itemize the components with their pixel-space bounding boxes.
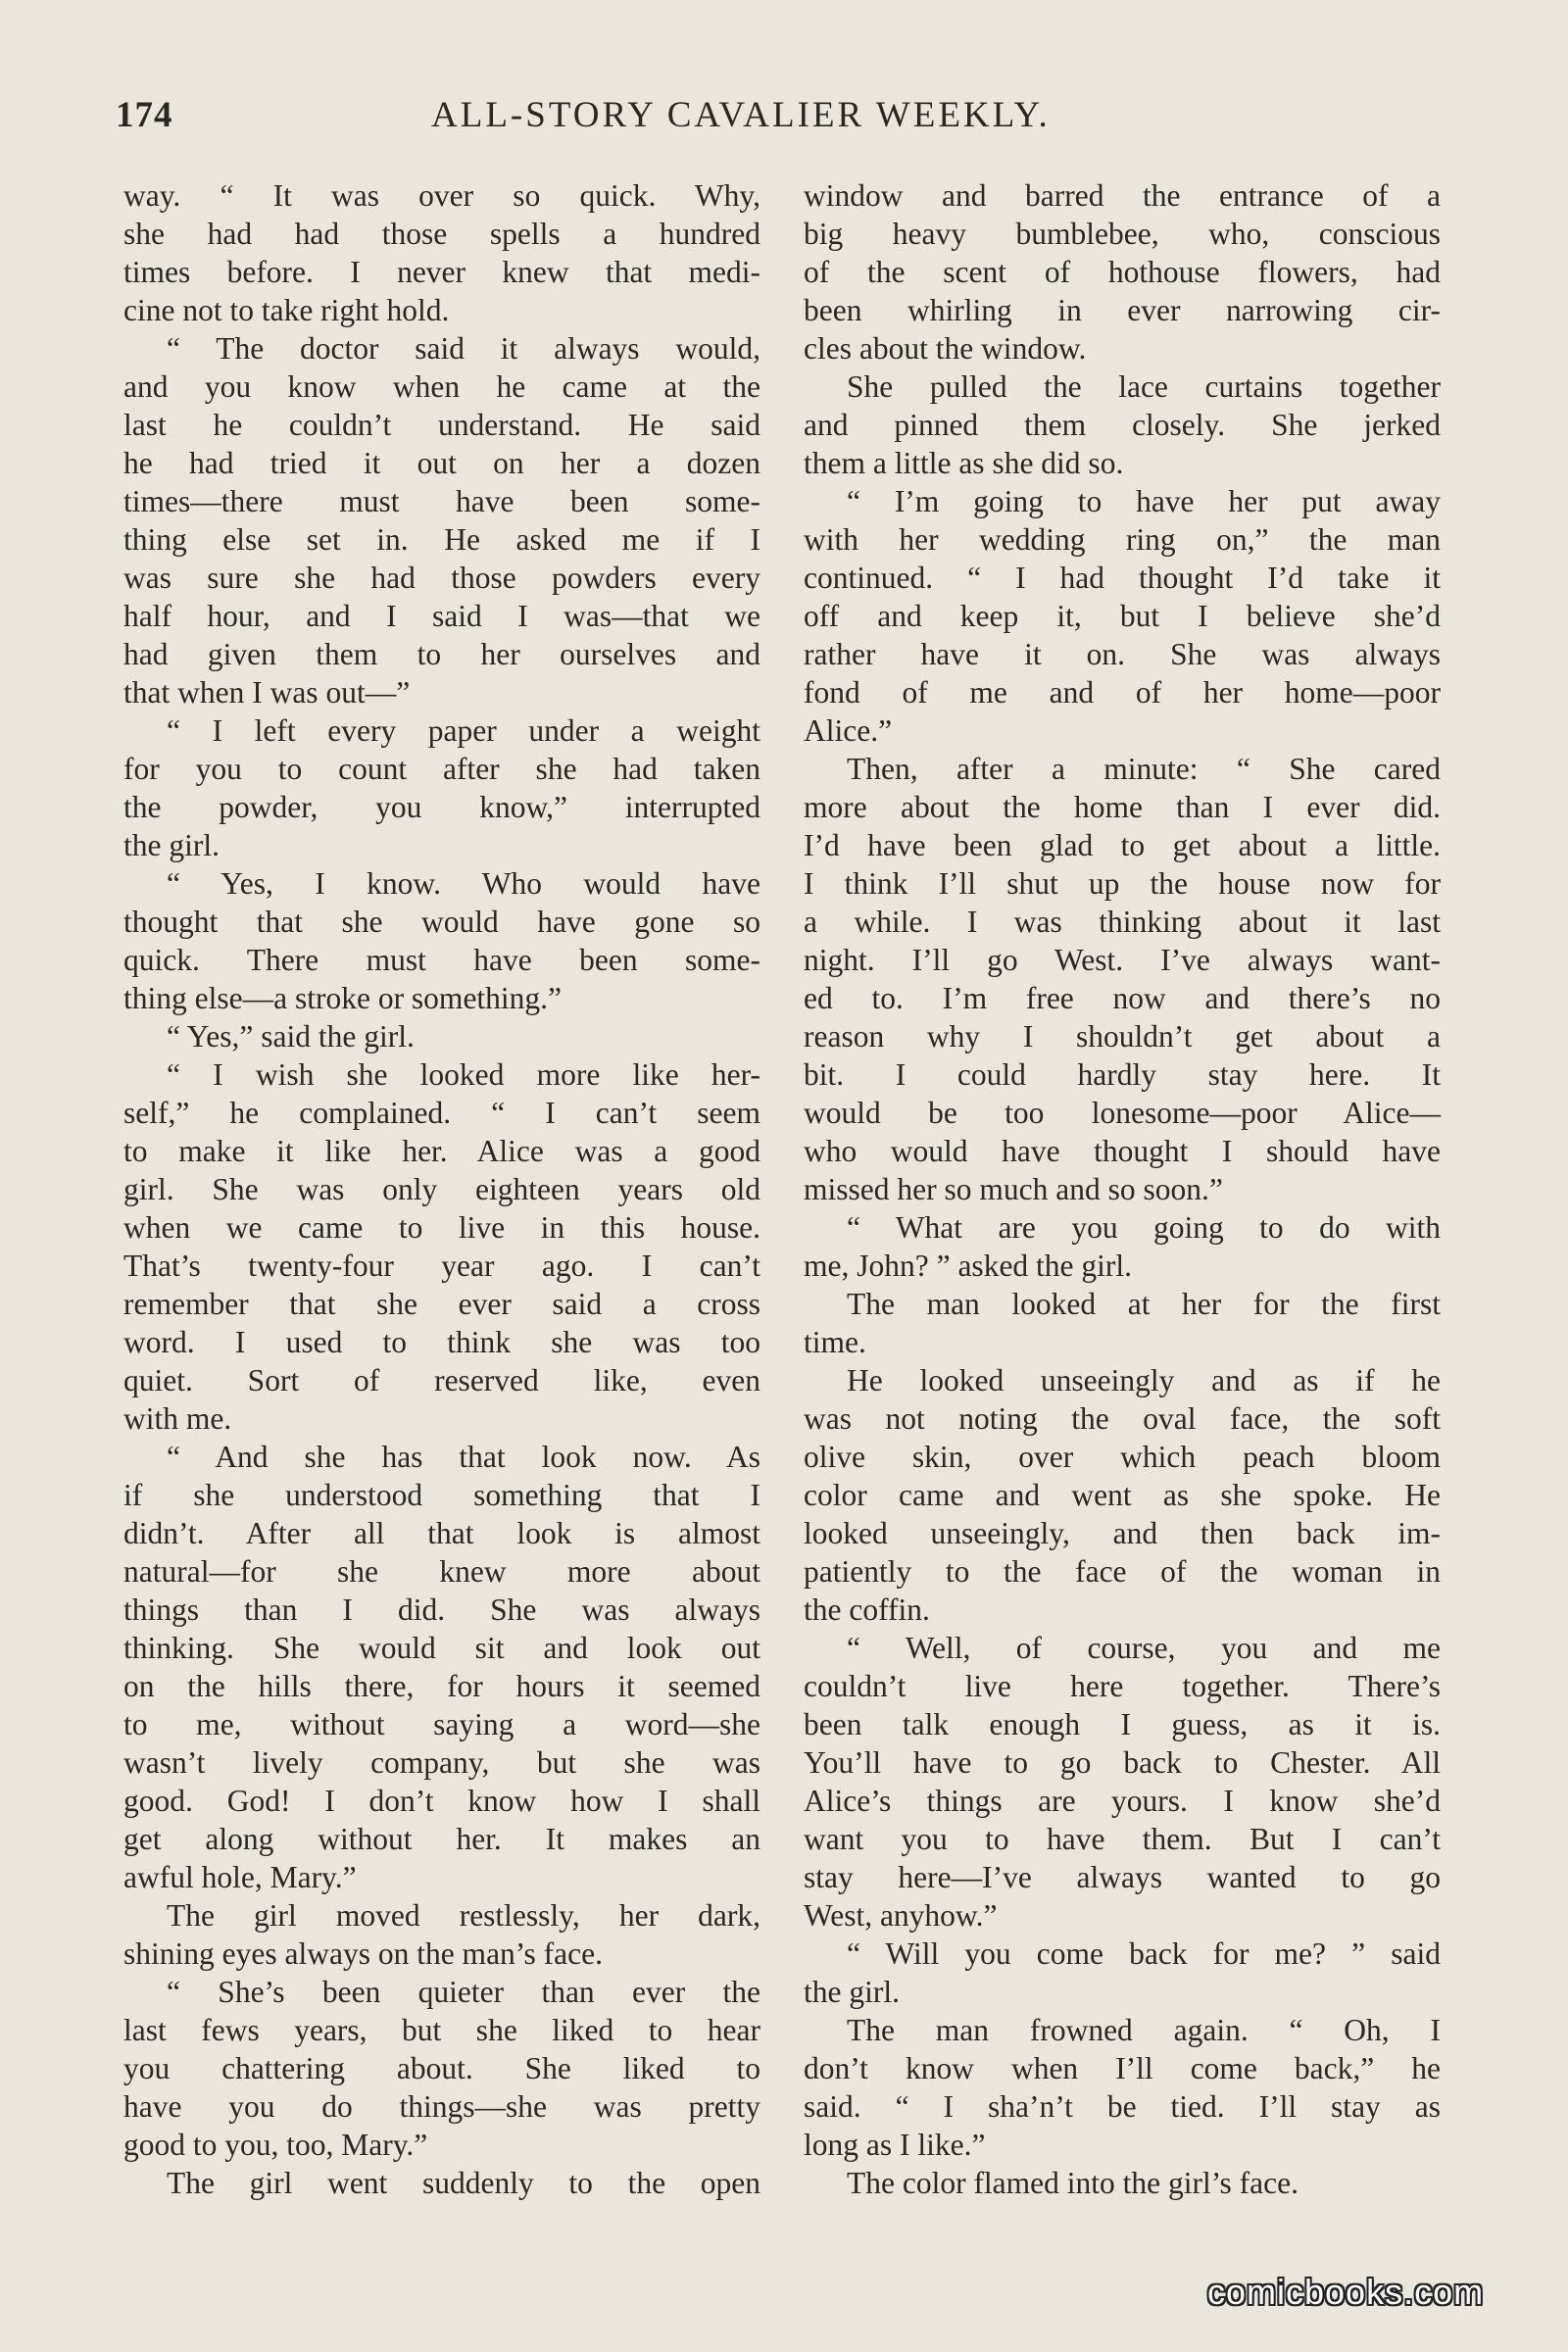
text-line: color came and went as she spoke. He: [804, 1478, 1441, 1512]
text-line: time.: [804, 1325, 866, 1359]
text-line: on the hills there, for hours it seemed: [123, 1669, 760, 1703]
text-line: remember that she ever said a cross: [123, 1287, 760, 1321]
text-line: of the scent of hothouse flowers, had: [804, 255, 1441, 289]
page-header: [116, 94, 1450, 143]
text-line: “ She’s been quieter than ever the: [167, 1975, 760, 2009]
text-line: cles about the window.: [804, 331, 1087, 366]
text-line: He looked unseeingly and as if he: [847, 1363, 1441, 1397]
left-text-column: [123, 176, 760, 2202]
text-line: had given them to her ourselves and: [123, 637, 760, 671]
text-line: couldn’t live here together. There’s: [804, 1669, 1441, 1703]
watermark: comicbooks.com: [1207, 2272, 1485, 2312]
text-line: stay here—I’ve always wanted to go: [804, 1860, 1441, 1894]
text-line: been whirling in ever narrowing cir-: [804, 293, 1441, 327]
text-line: ed to. I’m free now and there’s no: [804, 981, 1441, 1015]
text-line: thing else—a stroke or something.”: [123, 981, 563, 1015]
text-line: thought that she would have gone so: [123, 905, 760, 939]
text-line: She pulled the lace curtains together: [847, 369, 1441, 404]
text-line: long as I like.”: [804, 2128, 986, 2162]
text-line: thinking. She would sit and look out: [123, 1631, 760, 1665]
text-line: the powder, you know,” interrupted: [123, 790, 760, 824]
text-line: off and keep it, but I believe she’d: [804, 599, 1441, 633]
text-line: “ The doctor said it always would,: [167, 331, 760, 366]
text-line: don’t know when I’ll come back,” he: [804, 2051, 1441, 2085]
text-line: word. I used to think she was too: [123, 1325, 760, 1359]
text-line: Alice’s things are yours. I know she’d: [804, 1784, 1441, 1818]
text-line: wasn’t lively company, but she was: [123, 1745, 760, 1780]
text-line: half hour, and I said I was—that we: [123, 599, 760, 633]
page-number: 174: [116, 95, 173, 135]
text-line: The man looked at her for the first: [847, 1287, 1441, 1321]
text-line: times before. I never knew that medi-: [123, 255, 760, 289]
text-line: them a little as she did so.: [804, 446, 1124, 480]
text-line: “ Yes,” said the girl.: [167, 1019, 415, 1054]
text-line: for you to count after she had taken: [123, 752, 760, 786]
text-line: “ I wish she looked more like her-: [167, 1057, 760, 1092]
text-line: patiently to the face of the woman in: [804, 1554, 1441, 1589]
text-line: bit. I could hardly stay here. It: [804, 1057, 1441, 1092]
text-line: the girl.: [123, 828, 220, 862]
text-line: that when I was out—”: [123, 675, 411, 710]
text-line: said. “ I sha’n’t be tied. I’ll stay as: [804, 2089, 1441, 2124]
text-line: big heavy bumblebee, who, conscious: [804, 217, 1441, 251]
text-line: the girl.: [804, 1975, 900, 2009]
text-line: good to you, too, Mary.”: [123, 2128, 428, 2162]
text-line: and pinned them closely. She jerked: [804, 408, 1441, 442]
text-line: was not noting the oval face, the soft: [804, 1401, 1441, 1436]
text-line: natural—for she knew more about: [123, 1554, 760, 1589]
text-line: get along without her. It makes an: [123, 1822, 760, 1856]
text-line: with her wedding ring on,” the man: [804, 522, 1441, 557]
text-line: awful hole, Mary.”: [123, 1860, 357, 1894]
text-line: “ I’m going to have her put away: [847, 484, 1441, 518]
text-line: more about the home than I ever did.: [804, 790, 1441, 824]
text-line: “ I left every paper under a weight: [167, 713, 760, 748]
text-line: “ Well, of course, you and me: [847, 1631, 1441, 1665]
text-line: who would have thought I should have: [804, 1134, 1441, 1168]
text-line: times—there must have been some-: [123, 484, 760, 518]
text-line: The girl moved restlessly, her dark,: [167, 1898, 760, 1933]
text-line: night. I’ll go West. I’ve always want-: [804, 943, 1441, 977]
text-line: window and barred the entrance of a: [804, 178, 1441, 213]
text-line: was sure she had those powders every: [123, 561, 760, 595]
text-line: you chattering about. She liked to: [123, 2051, 760, 2085]
text-line: fond of me and of her home—poor: [804, 675, 1441, 710]
text-line: to make it like her. Alice was a good: [123, 1134, 760, 1168]
text-line: cine not to take right hold.: [123, 293, 450, 327]
text-line: I think I’ll shut up the house now for: [804, 866, 1441, 901]
running-title: ALL-STORY CAVALIER WEEKLY.: [431, 95, 1051, 135]
text-line: quiet. Sort of reserved like, even: [123, 1363, 760, 1397]
text-line: the coffin.: [804, 1592, 930, 1627]
text-line: The girl went suddenly to the open: [167, 2166, 760, 2200]
text-line: quick. There must have been some-: [123, 943, 760, 977]
text-line: self,” he complained. “ I can’t seem: [123, 1096, 760, 1130]
text-line: he had tried it out on her a dozen: [123, 446, 760, 480]
text-line: didn’t. After all that look is almost: [123, 1516, 760, 1550]
text-line: would be too lonesome—poor Alice—: [804, 1096, 1441, 1130]
text-line: missed her so much and so soon.”: [804, 1172, 1223, 1206]
text-line: Alice.”: [804, 713, 893, 748]
text-line: Then, after a minute: “ She cared: [847, 752, 1441, 786]
text-line: way. “ It was over so quick. Why,: [123, 178, 760, 213]
text-line: she had had those spells a hundred: [123, 217, 760, 251]
text-line: The man frowned again. “ Oh, I: [847, 2013, 1441, 2047]
text-line: reason why I shouldn’t get about a: [804, 1019, 1441, 1054]
text-line: when we came to live in this house.: [123, 1210, 760, 1245]
text-line: last he couldn’t understand. He said: [123, 408, 760, 442]
text-line: I’d have been glad to get about a little.: [804, 828, 1441, 862]
text-line: girl. She was only eighteen years old: [123, 1172, 760, 1206]
text-line: West, anyhow.”: [804, 1898, 998, 1933]
text-line: thing else set in. He asked me if I: [123, 522, 760, 557]
text-line: to me, without saying a word—she: [123, 1707, 760, 1741]
text-line: things than I did. She was always: [123, 1592, 760, 1627]
text-line: “ Yes, I know. Who would have: [167, 866, 760, 901]
text-line: rather have it on. She was always: [804, 637, 1441, 671]
text-line: That’s twenty-four year ago. I can’t: [123, 1249, 760, 1283]
text-line: with me.: [123, 1401, 232, 1436]
text-line: last fews years, but she liked to hear: [123, 2013, 760, 2047]
text-line: “ And she has that look now. As: [167, 1440, 760, 1474]
text-line: good. God! I don’t know how I shall: [123, 1784, 760, 1818]
text-line: have you do things—she was pretty: [123, 2089, 760, 2124]
text-line: want you to have them. But I can’t: [804, 1822, 1441, 1856]
text-line: looked unseeingly, and then back im-: [804, 1516, 1441, 1550]
text-line: “ What are you going to do with: [847, 1210, 1441, 1245]
text-line: been talk enough I guess, as it is.: [804, 1707, 1441, 1741]
text-line: a while. I was thinking about it last: [804, 905, 1441, 939]
text-line: and you know when he came at the: [123, 369, 760, 404]
text-line: olive skin, over which peach bloom: [804, 1440, 1441, 1474]
text-line: The color flamed into the girl’s face.: [847, 2166, 1298, 2200]
text-line: me, John? ” asked the girl.: [804, 1249, 1133, 1283]
text-line: “ Will you come back for me? ” said: [847, 1936, 1441, 1971]
right-text-column: [804, 176, 1441, 2202]
text-line: continued. “ I had thought I’d take it: [804, 561, 1441, 595]
text-line: You’ll have to go back to Chester. All: [804, 1745, 1441, 1780]
text-line: shining eyes always on the man’s face.: [123, 1936, 603, 1971]
text-line: if she understood something that I: [123, 1478, 760, 1512]
